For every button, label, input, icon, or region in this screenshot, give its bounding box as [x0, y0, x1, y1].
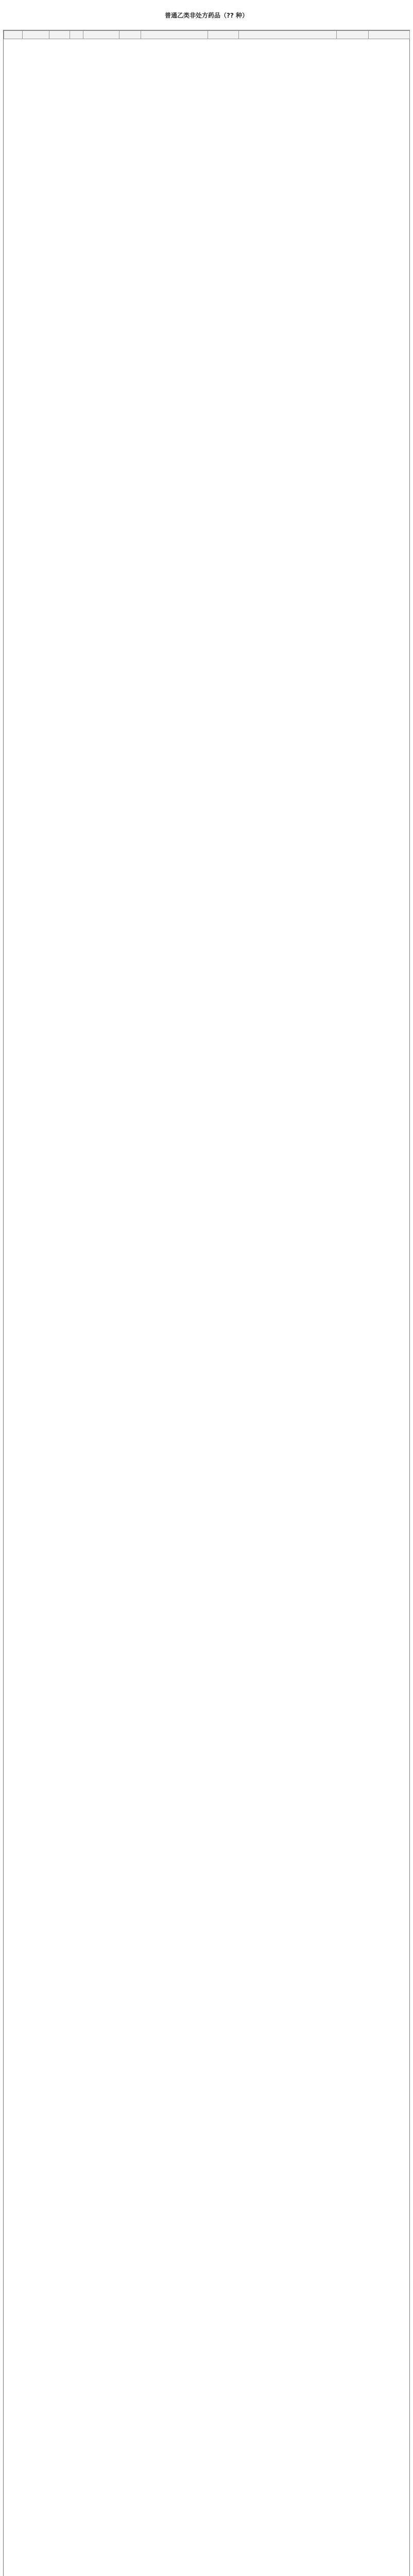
column-header [337, 31, 369, 39]
column-header [23, 31, 49, 39]
column-header [208, 31, 239, 39]
column-header [369, 31, 410, 39]
catalog-table [4, 30, 410, 39]
document-subtitle [3, 21, 410, 27]
column-header [119, 31, 141, 39]
table-header-row [4, 31, 410, 39]
column-header [70, 31, 83, 39]
column-header [4, 31, 23, 39]
column-header [239, 31, 337, 39]
document-title: 普通乙类非处方药品（?? 种） [164, 12, 249, 19]
column-header [141, 31, 208, 39]
column-header [49, 31, 70, 39]
catalog-table-frame [3, 30, 410, 2576]
column-header [83, 31, 119, 39]
